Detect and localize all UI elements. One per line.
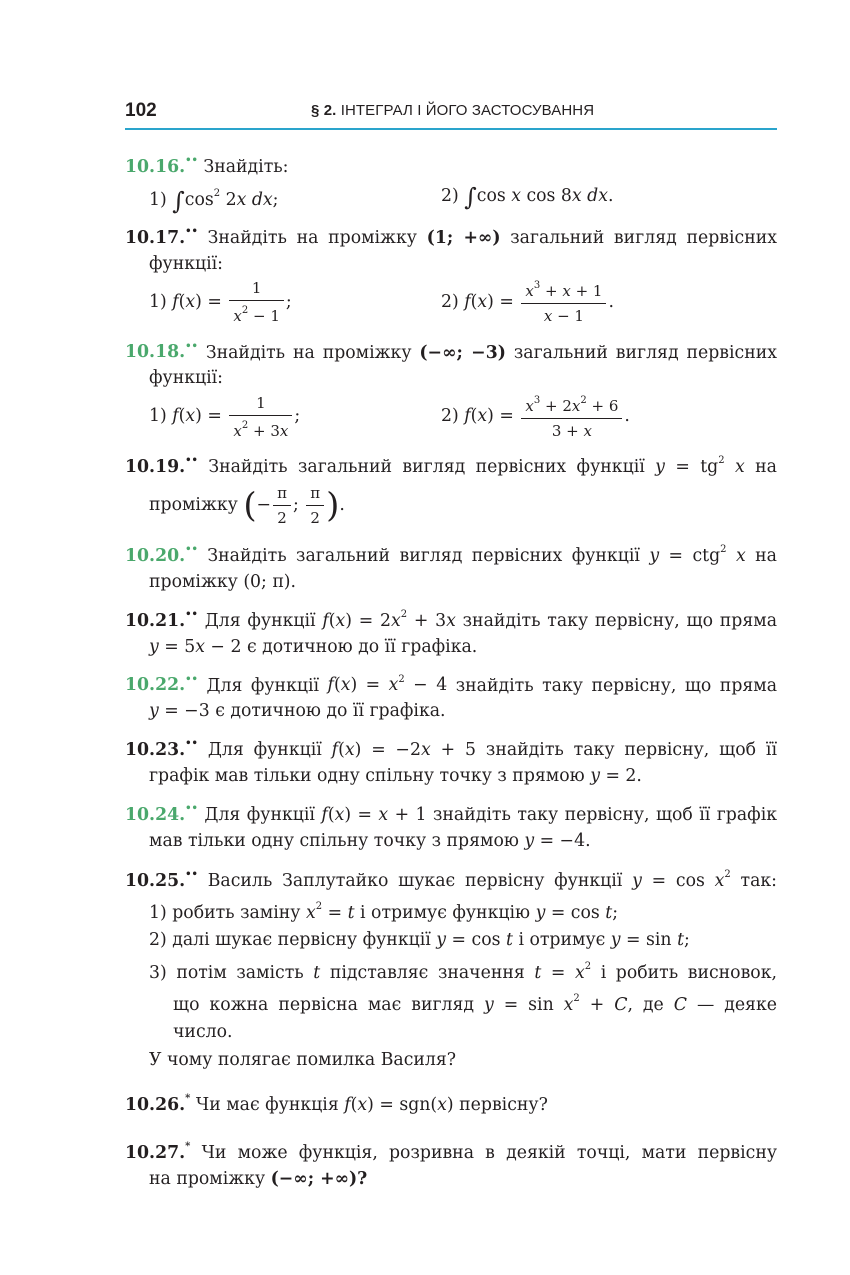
problem-10-25 — [125, 863, 777, 1075]
text-span: ∫ — [172, 186, 185, 215]
text-span: ∫ — [464, 182, 477, 211]
text-span: x — [574, 962, 585, 983]
text-span: 2 — [580, 394, 587, 406]
section-mark: § 2. — [311, 102, 337, 119]
text-span: проміжку — [149, 495, 238, 516]
text-span: Василь Заплутайко шукає первісну функції — [207, 870, 623, 891]
text-span: і отримує — [518, 930, 606, 951]
text-span: x — [714, 870, 725, 891]
text-span: 2 — [584, 960, 592, 972]
text-span: x — [344, 740, 355, 761]
text-line — [125, 863, 777, 895]
formula: $\int\cos^2$ 2x dx; — [172, 186, 279, 215]
text-span: x — [562, 282, 571, 301]
text-line — [125, 365, 777, 391]
text-span: x dx — [571, 185, 608, 206]
section-title: ІНТЕГРАЛ І ЙОГО ЗАСТОСУВАННЯ — [340, 102, 595, 119]
text-span: 3 — [533, 394, 541, 406]
text-span — [521, 393, 622, 441]
text-span: 1) — [149, 406, 167, 427]
text-span: 10.25. — [125, 870, 186, 891]
problem-number — [125, 457, 198, 477]
formula: $f(x) = x^2 - 4$ — [327, 673, 448, 696]
text-span: y — [436, 930, 447, 951]
text-line — [125, 798, 777, 828]
text-span: 2 — [400, 608, 408, 620]
formula: y = 2. — [590, 766, 642, 787]
formula: ∫cos x cos 8x dx. — [464, 182, 614, 211]
text-span: на проміжку — [149, 1168, 266, 1189]
text-span: загальний вигляд первісних — [510, 227, 777, 248]
text-span: y — [149, 636, 159, 657]
text-span: f — [172, 291, 179, 312]
text-span: 2) далі шукає первісну функції — [149, 930, 431, 951]
text-span: x dx — [236, 189, 273, 210]
text-line — [125, 336, 777, 366]
text-span: y — [610, 930, 621, 951]
text-span: x — [388, 675, 399, 696]
text-span: •• — [185, 738, 198, 750]
text-span: x — [583, 421, 592, 440]
text-span: 2 — [398, 673, 405, 685]
text-line — [125, 251, 777, 277]
problem-text: Знайдіть: — [203, 156, 289, 177]
text-span: t — [605, 902, 613, 923]
text-span: x — [525, 396, 534, 415]
text-span: y — [649, 545, 660, 566]
problem-number — [125, 1095, 190, 1115]
text-span: Для функції — [204, 804, 315, 825]
text-span: π — [306, 483, 324, 506]
text-span: x — [511, 185, 521, 206]
text-span: 1) робить заміну — [149, 902, 301, 923]
text-span: f — [321, 804, 328, 825]
text-span: Чи має функція — [195, 1095, 339, 1116]
text-span: 1) — [149, 291, 167, 312]
text-line — [125, 180, 777, 215]
text-span: знайдіть таку первісну, щоб її графік — [432, 804, 778, 825]
text-span: ( — [243, 485, 257, 526]
text-line — [125, 669, 777, 699]
text-span: 2 — [718, 455, 725, 467]
text-span: t — [347, 902, 355, 923]
text-span: $x^3 + 2x^2 + 6$ — [521, 393, 622, 419]
text-span: x — [357, 1095, 368, 1116]
text-span: 3) потім замість — [149, 962, 304, 983]
formula: f(x) = $\frac{x^3 + 2x^2 + 6}{3 + x}$ . — [464, 394, 630, 440]
problem-10-18 — [125, 336, 777, 442]
text-span: ) — [326, 485, 340, 526]
text-span: y — [149, 701, 159, 722]
text-line — [125, 221, 777, 251]
text-span: знайдіть таку первісну, що пряма — [462, 610, 778, 631]
text-span: x — [185, 291, 196, 312]
text-span: x — [446, 610, 456, 631]
text-span: Знайдіть загальний вигляд первісних функції — [207, 545, 640, 566]
text-span: •• — [185, 155, 198, 166]
text-span: 2 — [573, 993, 580, 1005]
problem-10-21 — [125, 604, 777, 660]
text-span: 1 — [229, 278, 284, 301]
text-span: 2 — [241, 419, 249, 431]
text-span: •• — [185, 608, 198, 620]
text-span: x — [735, 545, 746, 566]
text-span: x — [390, 610, 401, 631]
text-span: x — [563, 994, 574, 1015]
text-span: x — [335, 610, 346, 631]
text-span: 10.22. — [125, 675, 186, 696]
text-span: на — [755, 457, 777, 478]
text-span: 2 — [724, 868, 731, 880]
problem-10-24 — [125, 798, 777, 854]
text-span: первісну? — [459, 1095, 548, 1116]
text-span — [441, 180, 613, 213]
text-span: y — [632, 870, 642, 891]
text-span — [229, 393, 292, 441]
text-span — [521, 278, 606, 326]
problem-number — [125, 1143, 190, 1163]
text-span: y — [590, 766, 600, 787]
text-span: •• — [185, 803, 198, 815]
formula: y = 5x − 2 — [149, 636, 242, 657]
text-span: t — [677, 930, 685, 951]
text-line — [125, 895, 777, 927]
text-span: C — [614, 994, 628, 1015]
text-span: Знайдіть на проміжку — [207, 227, 417, 248]
text-line — [125, 277, 777, 327]
problem-10-27 — [125, 1136, 777, 1192]
text-span: 2 — [241, 305, 249, 317]
text-span: x — [279, 421, 289, 440]
text-line — [125, 150, 777, 180]
text-span: x — [233, 307, 242, 326]
text-line — [125, 828, 777, 854]
text-span: 10.26. — [125, 1095, 186, 1116]
formula: $y = \sin x^2 + C$, — [484, 993, 633, 1015]
problem-number — [125, 342, 198, 362]
formula: y = −3 — [149, 701, 210, 722]
text-span: t — [505, 930, 513, 951]
text-span: 10.19. — [125, 457, 186, 478]
text-span: що кожна первісна має вигляд — [173, 994, 475, 1015]
problem-10-17 — [125, 221, 777, 327]
text-span — [441, 277, 614, 327]
text-span: графік мав тільки одну спільну точку з прямою — [149, 766, 585, 787]
text-span: 3 — [533, 280, 541, 292]
text-span: •• — [185, 340, 198, 352]
text-span: є дотичною до її графіка. — [215, 701, 446, 722]
formula: y = −4. — [524, 830, 591, 851]
text-span: f — [331, 740, 339, 761]
page-number: 102 — [125, 100, 157, 121]
text-span: 3 + x — [551, 421, 592, 440]
text-span: x — [437, 1095, 447, 1116]
problem-number — [125, 675, 198, 695]
text-span: де — [642, 994, 664, 1015]
problem-number — [125, 868, 198, 891]
text-span: x — [378, 804, 389, 825]
text-span: і робить висновок, — [600, 962, 778, 983]
text-line — [125, 634, 777, 660]
text-span: f — [327, 675, 334, 696]
text-span: загальний вигляд первісних — [513, 342, 778, 363]
problem-10-20 — [125, 539, 777, 595]
problem-list — [125, 150, 777, 1201]
text-line — [125, 480, 777, 530]
text-span: і отримує функцію — [360, 902, 531, 923]
text-span: Знайдіть загальний вигляд первісних функції — [208, 457, 645, 478]
text-span: 10.17. — [125, 227, 186, 248]
formula: $y = \cos x^2$ — [632, 868, 731, 891]
text-span: 2 — [277, 509, 287, 528]
formula: f(x) = sgn(x) — [344, 1095, 454, 1116]
text-span: π — [273, 483, 291, 506]
text-span: мав тільки одну спільну точку з прямою — [149, 830, 519, 851]
text-span: •• — [185, 544, 198, 556]
formula: f(x) = x + 1 — [321, 804, 427, 825]
text-span: 10.23. — [125, 740, 186, 761]
text-span: 2 — [310, 509, 320, 528]
text-span: функції: — [149, 368, 224, 389]
text-span: t — [534, 962, 542, 983]
problem-number — [125, 225, 198, 248]
running-title — [311, 102, 594, 119]
problem-10-26 — [125, 1088, 777, 1118]
text-span: f — [464, 406, 471, 427]
text-span: •• — [185, 225, 198, 237]
text-span: f — [322, 610, 329, 631]
text-span — [229, 278, 284, 326]
text-span — [306, 483, 324, 528]
text-span: 10.20. — [125, 545, 186, 566]
text-span: Для функції — [204, 610, 316, 631]
formula: f(x) = −2x + 5 — [331, 740, 477, 761]
text-span: •• — [185, 673, 198, 685]
text-span: * — [185, 1141, 191, 1153]
text-span: (−∞; −3) — [419, 342, 506, 363]
text-span: x — [525, 282, 534, 301]
text-line — [125, 569, 777, 595]
text-span: підставляє значення — [329, 962, 525, 983]
text-line — [125, 733, 777, 763]
text-line — [125, 1166, 777, 1192]
formula: (− $\frac{\pi}{2}$ ; $\frac{\pi}{2}$ ). — [243, 484, 345, 528]
text-span: f — [344, 1095, 351, 1116]
text-span: x — [340, 675, 351, 696]
formula: y = ctg$^2$ x — [649, 544, 746, 566]
text-line — [125, 1047, 777, 1075]
problem-10-16 — [125, 150, 777, 215]
formula: y = sin t; — [610, 930, 690, 951]
text-span: так: — [740, 870, 778, 891]
text-span: y — [655, 457, 665, 478]
text-line — [125, 450, 777, 480]
text-span: 2 — [315, 901, 323, 913]
formula: f(x) = $\frac{x^3 + x + 1}{x - 1}$ . — [464, 280, 614, 326]
item-label: 1) — [149, 189, 167, 210]
text-span: 10.24. — [125, 804, 186, 825]
text-span: 10.18. — [125, 342, 186, 363]
text-line — [125, 955, 777, 987]
text-span: y — [524, 830, 535, 851]
text-span: $x^3 + x + 1$ — [521, 278, 606, 304]
text-span: 2) — [441, 406, 459, 427]
text-span: x — [735, 457, 745, 478]
problem-number — [125, 805, 198, 825]
text-span: Чи може функція, розривна в деякій точці, мати первісну — [201, 1142, 778, 1163]
formula: $x^2 = t$ — [305, 901, 355, 923]
text-span: функції: — [149, 253, 224, 274]
text-span: (−∞; +∞)? — [270, 1168, 368, 1189]
text-line — [125, 1136, 777, 1166]
item-label: 2) — [441, 185, 459, 206]
text-span: У чому полягає помилка Василя? — [149, 1049, 457, 1070]
text-span: 10.16. — [125, 156, 186, 177]
text-line — [125, 391, 777, 441]
text-span: Для функції — [207, 740, 322, 761]
text-span: y — [484, 994, 494, 1015]
page-header — [125, 96, 777, 130]
text-span — [273, 483, 291, 528]
text-span: є дотичною до її графіка. — [246, 636, 478, 657]
text-span: y — [535, 902, 546, 923]
text-span: $x^2 + 3x$ — [233, 419, 289, 440]
formula: y = cos t — [436, 930, 513, 951]
formula: $t = x^2$ — [534, 960, 592, 983]
text-span: Знайдіть на проміжку — [205, 342, 412, 363]
text-span: x — [334, 804, 345, 825]
text-span — [441, 391, 630, 441]
problem-10-19 — [125, 450, 777, 530]
text-span: x — [543, 307, 553, 326]
text-span: $x^2 - 1$ — [233, 305, 280, 326]
text-span: на — [755, 545, 777, 566]
formula: $y = tg^2$ x — [655, 455, 745, 478]
text-line — [125, 1088, 777, 1118]
header-rule — [125, 128, 777, 130]
formula: t — [313, 962, 321, 983]
formula: y = cos t; — [535, 902, 619, 923]
formula: C — [673, 994, 687, 1015]
text-span: 10.27. — [125, 1142, 186, 1163]
text-span: 2 — [213, 187, 221, 199]
problem-10-23 — [125, 733, 777, 789]
problem-10-22 — [125, 669, 777, 725]
text-line — [125, 763, 777, 789]
problem-number — [125, 608, 198, 631]
formula: $f(x) = 2x^2 + 3x$ — [322, 608, 456, 631]
text-span: (1; +∞) — [426, 227, 501, 248]
text-span: 10.21. — [125, 610, 186, 631]
text-span: знайдіть таку первісну, що пряма — [455, 675, 778, 696]
text-span: x — [477, 291, 488, 312]
text-line — [125, 698, 777, 724]
text-span: x — [571, 396, 581, 415]
text-span: * — [185, 1093, 191, 1105]
problem-number — [125, 157, 198, 177]
text-span: x — [305, 902, 316, 923]
problem-number — [125, 740, 198, 760]
text-span: знайдіть таку первісну, щоб її — [485, 740, 777, 761]
text-span: — деяке — [696, 994, 777, 1015]
text-line — [125, 927, 777, 955]
problem-number — [125, 546, 198, 566]
text-line — [125, 987, 777, 1019]
text-span: x − 1 — [543, 307, 584, 326]
text-span: f — [172, 406, 179, 427]
text-span: x — [195, 636, 205, 657]
text-span: x — [185, 406, 196, 427]
text-line — [125, 604, 777, 634]
text-span: •• — [185, 455, 198, 467]
formula: f(x) = $\frac{1}{x^2 + 3x}$ ; — [172, 393, 301, 440]
formula: f(x) = $\frac{1}{x^2 - 1}$ ; — [172, 279, 292, 326]
text-span: x — [421, 740, 431, 761]
text-span: f — [464, 291, 471, 312]
text-span: Для функції — [206, 675, 320, 696]
text-span: проміжку (0; π). — [149, 571, 296, 592]
text-span: •• — [185, 868, 198, 880]
text-span: 1 — [229, 393, 292, 416]
text-span: x — [233, 421, 242, 440]
text-line — [125, 1019, 777, 1047]
text-span: 2 — [720, 544, 727, 556]
text-span: 2) — [441, 291, 459, 312]
text-line — [125, 539, 777, 569]
text-span: x — [477, 406, 488, 427]
text-span: число. — [173, 1022, 233, 1043]
